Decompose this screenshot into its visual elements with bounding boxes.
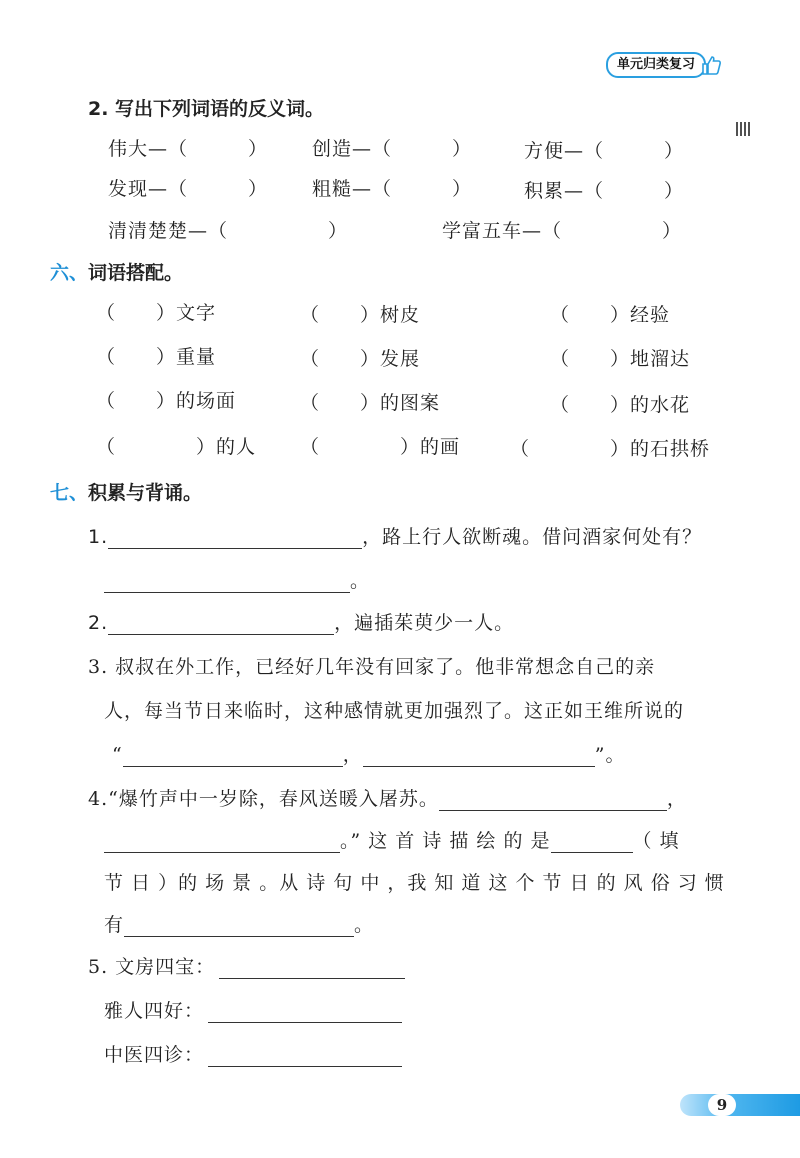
page-number-bar [680, 1094, 800, 1116]
page-number: 9 [708, 1094, 736, 1116]
q5-line1 [88, 952, 405, 979]
section-7-heading [50, 478, 202, 505]
q5-line3 [104, 1040, 402, 1067]
q3-line2: 人，每当节日来临时，这种感情就更加强烈了。这正如王维所说的 [104, 700, 685, 722]
antonym-item: 伟大—（ ） [108, 138, 269, 160]
q4-line3: 节 日 ）的 场 景 。从 诗 句 中 ，我 知 道 这 个 节 日 的 风 俗 习 惯 [104, 872, 725, 894]
antonym-item: 积累—（ ） [524, 180, 685, 202]
collocation-item: （ ）重量 [96, 346, 217, 368]
q4-line4 [104, 910, 374, 937]
q5-line2 [104, 996, 402, 1023]
q3-open-quote: “ [112, 744, 123, 766]
q5-blank-1[interactable] [219, 956, 405, 979]
q5-label-1: 5. 文房四宝： [88, 956, 216, 978]
q4-blank-2[interactable] [104, 830, 340, 853]
q3-close: ”。 [594, 744, 626, 766]
qr-code-icon [736, 122, 750, 136]
section-6-title: 词语搭配。 [88, 262, 184, 284]
q3-comma: ， [342, 744, 363, 766]
collocation-item: （ ）文字 [96, 302, 217, 324]
q3-line3 [112, 740, 625, 767]
q2-blank[interactable] [108, 612, 334, 635]
q4-blank-3[interactable] [551, 830, 633, 853]
poem-q1-line2 [104, 566, 370, 593]
q4-line2 [104, 826, 680, 853]
thumbs-up-icon [700, 54, 722, 76]
q4-blank-1[interactable] [439, 788, 667, 811]
antonym-item: 创造—（ ） [312, 138, 473, 160]
q4-mid: 。” 这 首 诗 描 绘 的 是 [340, 830, 551, 852]
q2-text: ，遍插茱萸少一人。 [334, 612, 515, 634]
antonym-item: 清清楚楚—（ ） [108, 220, 349, 242]
q4-start: 4.“爆竹声中一岁除，春风送暖入屠苏。 [88, 788, 439, 810]
collocation-item: （ ）的画 [300, 436, 461, 458]
q4-fill: （ 填 [632, 830, 680, 852]
q4-comma: ， [666, 788, 687, 810]
q1-text: ，路上行人欲断魂。借问酒家何处有？ [362, 526, 703, 548]
poem-q1 [88, 522, 702, 549]
q3-blank-1[interactable] [123, 744, 343, 767]
q2-number: 2. [88, 612, 109, 634]
q1-blank-1[interactable] [108, 526, 362, 549]
collocation-item: （ ）的图案 [300, 392, 441, 414]
q5-blank-2[interactable] [208, 1000, 402, 1023]
collocation-item: （ ）经验 [550, 304, 671, 326]
q3-line1: 3. 叔叔在外工作，已经好几年没有回家了。他非常想念自己的亲 [88, 656, 656, 678]
unit-review-badge: 单元归类复习 [606, 52, 706, 78]
collocation-item: （ ）的场面 [96, 390, 237, 412]
section-6-number: 六、 [50, 262, 89, 284]
q1-number: 1. [88, 526, 109, 548]
antonym-item: 粗糙—（ ） [312, 178, 473, 200]
antonym-item: 学富五车—（ ） [442, 220, 683, 242]
q3-blank-2[interactable] [363, 744, 595, 767]
poem-q2 [88, 608, 514, 635]
antonym-item: 方便—（ ） [524, 140, 685, 162]
collocation-item: （ ）地溜达 [550, 348, 691, 370]
collocation-item: （ ）的石拱桥 [510, 438, 711, 460]
collocation-item: （ ）的人 [96, 436, 257, 458]
collocation-item: （ ）的水花 [550, 394, 691, 416]
q5-label-2: 雅人四好： [104, 1000, 205, 1022]
q1-blank-2[interactable] [104, 570, 350, 593]
q5-blank-3[interactable] [208, 1044, 402, 1067]
q2-title: 2. 写出下列词语的反义词。 [88, 98, 325, 120]
q1-end: 。 [350, 570, 371, 592]
q4-line1 [88, 784, 687, 811]
q4-line4-start: 有 [104, 914, 125, 936]
section-7-number: 七、 [50, 482, 89, 504]
collocation-item: （ ）树皮 [300, 304, 421, 326]
q4-blank-4[interactable] [124, 914, 354, 937]
q4-end: 。 [354, 914, 375, 936]
q5-label-3: 中医四诊： [104, 1044, 205, 1066]
antonym-item: 发现—（ ） [108, 178, 269, 200]
collocation-item: （ ）发展 [300, 348, 421, 370]
section-6-heading [50, 258, 183, 285]
section-7-title: 积累与背诵。 [88, 482, 203, 504]
